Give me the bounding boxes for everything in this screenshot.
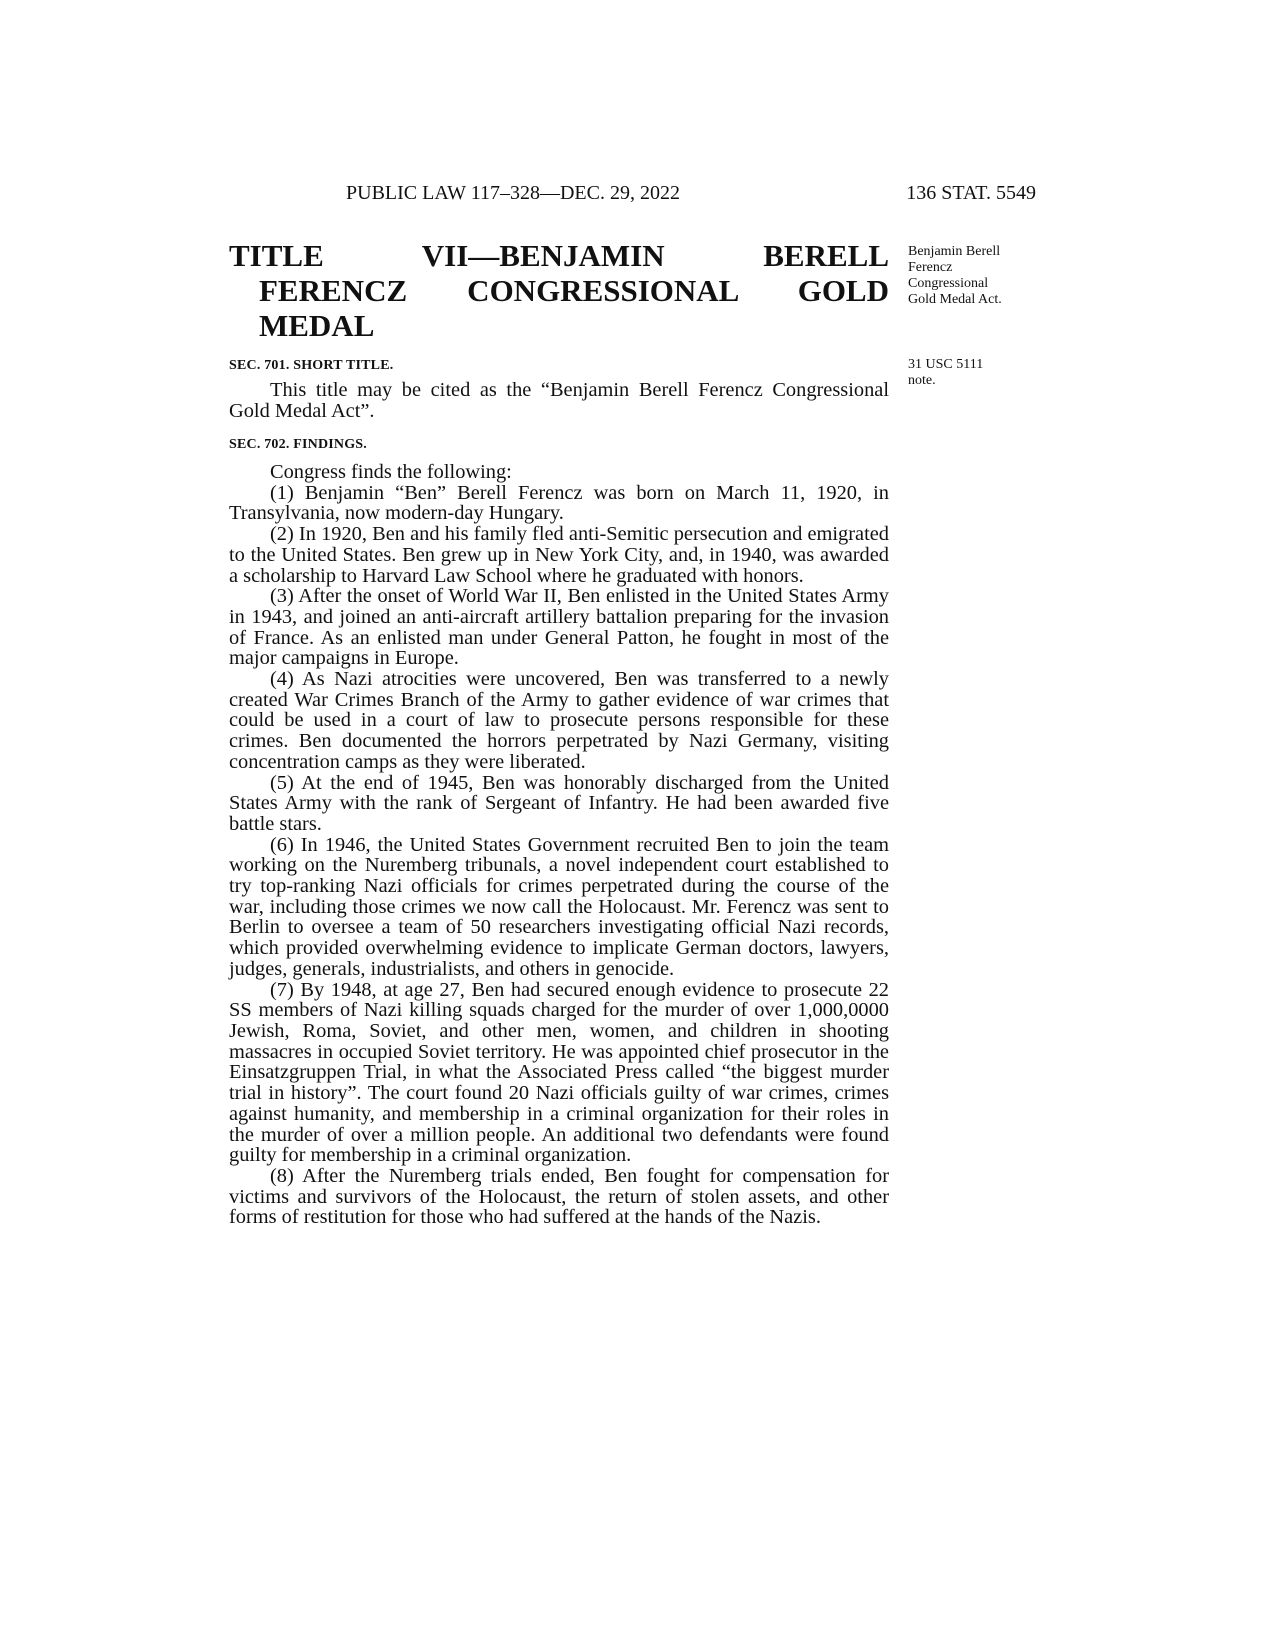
finding-paragraph: (1) Benjamin “Ben” Berell Ferencz was born on March 11, 1920, in Transylvania, now modern-day Hungary.	[229, 481, 889, 525]
section-702-text	[229, 462, 889, 1228]
title-line-3: MEDAL	[259, 308, 375, 343]
finding-paragraph: (8) After the Nuremberg trials ended, Ben fought for compensation for victims and survivors of the Holocaust, the return of stolen assets, and other forms of restitution for those who had suffered at the hands of the Nazis.	[229, 1164, 889, 1229]
findings-intro: Congress finds the following:	[270, 461, 512, 483]
finding-paragraph: (4) As Nazi atrocities were uncovered, Ben was transferred to a newly created War Crimes Branch of the Army to gather evidence of war crimes that could be used in a court of law to prosecute persons responsible for these crimes. Ben documented the horrors perpetrated by Nazi Germany, visiting concentration camps as they were liberated.	[229, 668, 889, 773]
running-header: PUBLIC LAW 117–328—DEC. 29, 2022	[346, 182, 680, 204]
title-line-1: TITLE VII—BENJAMIN BERELL	[229, 238, 889, 273]
finding-paragraph: (3) After the onset of World War II, Ben enlisted in the United States Army in 1943, and joined an anti-aircraft artillery battalion preparing for the invasion of France. As an enlisted man under General Patton, he fought in most of the major campaigns in Europe.	[229, 585, 889, 670]
margin-note-act-name: Benjamin Berell Ferencz Congressional Gold Medal Act.	[908, 244, 1002, 307]
finding-paragraph: (6) In 1946, the United States Government recruited Ben to join the team working on the Nuremberg tribunals, a novel independent court established to try top-ranking Nazi officials for crimes perpetrated during the course of the war, including those crimes we now call the Holocaust. Mr. Ferencz was sent to Berlin to oversee a team of 50 researchers investigating official Nazi records, which provided overwhelming evidence to implicate German doctors, lawyers, judges, generals, industrialists, and others in genocide.	[229, 833, 889, 980]
finding-paragraph: (5) At the end of 1945, Ben was honorably discharged from the United States Army with the rank of Sergeant of Infantry. He had been awarded five battle stars.	[229, 771, 889, 835]
finding-paragraph: (2) In 1920, Ben and his family fled anti-Semitic persecution and emigrated to the United States. Ben grew up in New York City, and, in 1940, was awarded a scholarship to Harvard Law School where he graduated with honors.	[229, 523, 889, 587]
section-701-heading: SEC. 701. SHORT TITLE.	[229, 358, 394, 373]
title-line-2: FERENCZ CONGRESSIONAL GOLD	[259, 273, 889, 308]
section-702-heading: SEC. 702. FINDINGS.	[229, 437, 367, 452]
finding-paragraph: (7) By 1948, at age 27, Ben had secured enough evidence to prosecute 22 SS members of Nazi killing squads charged for the murder of over 1,000,0000 Jewish, Roma, Soviet, and other men, women, and children in shooting massacres in occupied Soviet territory. He was appointed chief prosecutor in the Einsatzgruppen Trial, in what the Associated Press called “the biggest murder trial in history”. The court found 20 Nazi officials guilty of war crimes, crimes against humanity, and membership in a criminal organization for their roles in the murder of over a million people. An additional two defendants were found guilty for membership in a criminal organization.	[229, 978, 889, 1167]
section-701-text: This title may be cited as the “Benjamin Berell Ferencz Congressional Gold Medal Act”.	[229, 379, 889, 422]
page-stat-number: 136 STAT. 5549	[906, 182, 1036, 204]
margin-note-usc: 31 USC 5111 note.	[908, 357, 984, 388]
title-heading	[229, 238, 889, 343]
